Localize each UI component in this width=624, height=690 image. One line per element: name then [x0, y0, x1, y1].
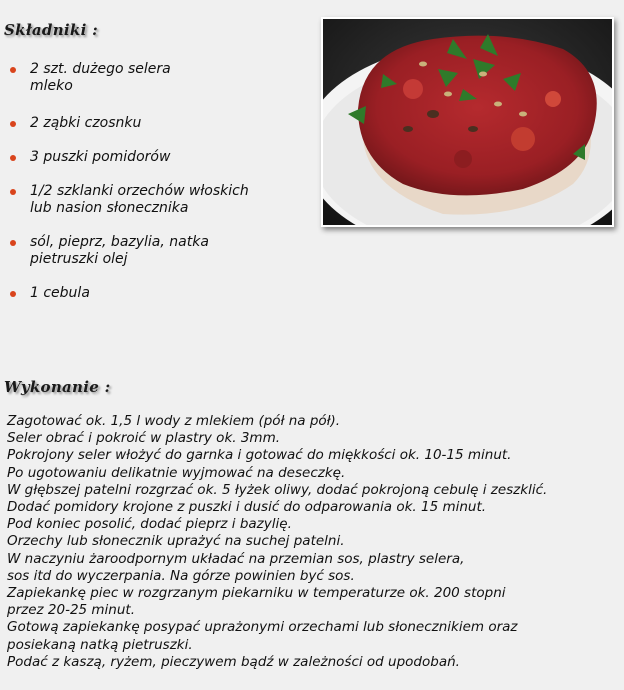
- dish-photo-illustration: [323, 19, 612, 225]
- ingredient-text: 2 ząbki czosnku: [30, 115, 142, 131]
- method-line: przez 20-25 minut.: [7, 602, 136, 619]
- ingredient-text: mleko: [30, 78, 73, 94]
- method-line: Po ugotowaniu delikatnie wyjmować na deseczkę.: [7, 464, 346, 481]
- ingredient-text: 1 cebula: [30, 285, 90, 301]
- bullet-icon: [10, 121, 16, 127]
- method-line: sos itd do wyczerpania. Na górze powinien być sos.: [7, 567, 355, 584]
- method-heading: Wykonanie :: [4, 378, 111, 396]
- ingredient-text: 3 puszki pomidorów: [30, 149, 171, 165]
- method-line: Seler obrać i pokroić w plastry ok. 3mm.: [7, 430, 281, 447]
- method-line: W naczyniu żaroodpornym układać na przemian sos, plastry selera,: [7, 550, 465, 567]
- ingredient-item: [8, 115, 308, 132]
- ingredient-item: [8, 285, 308, 302]
- method-line: Zapiekankę piec w rozgrzanym piekarniku w temperaturze ok. 200 stopni: [7, 585, 506, 602]
- method-line: W głębszej patelni rozgrzać ok. 5 łyżek oliwy, dodać pokrojoną cebulę i zeszklić.: [7, 481, 548, 498]
- method-line: posiekaną natką pietruszki.: [7, 636, 193, 653]
- bullet-icon: [10, 291, 16, 297]
- bullet-icon: [10, 189, 16, 195]
- method-line: Pokrojony seler włożyć do garnka i gotować do miękkości ok. 10-15 minut.: [7, 447, 512, 464]
- ingredient-text: 2 szt. dużego selera: [30, 61, 171, 77]
- ingredient-item: [8, 149, 308, 166]
- bullet-icon: [10, 155, 16, 161]
- ingredients-list: [8, 61, 308, 302]
- ingredient-item: [8, 234, 308, 268]
- dish-photo: [321, 17, 614, 227]
- ingredient-text: sól, pieprz, bazylia, natka: [30, 234, 209, 250]
- ingredients-heading: Składniki :: [4, 21, 98, 39]
- bullet-icon: [10, 240, 16, 246]
- method-line: Pod koniec posolić, dodać pieprz i bazylię.: [7, 516, 292, 533]
- ingredient-text: lub nasion słonecznika: [30, 200, 189, 216]
- ingredient-item: [8, 183, 308, 217]
- method-line: Gotową zapiekankę posypać uprażonymi orzechami lub słonecznikiem oraz: [7, 619, 518, 636]
- bullet-icon: [10, 67, 16, 73]
- ingredient-text: pietruszki olej: [30, 251, 128, 267]
- method-line: Podać z kaszą, ryżem, pieczywem bądź w zależności od upodobań.: [7, 653, 460, 670]
- method-steps: [7, 413, 619, 671]
- ingredient-item: [8, 61, 308, 95]
- method-line: Orzechy lub słonecznik uprażyć na suchej patelni.: [7, 533, 345, 550]
- ingredient-text: 1/2 szklanki orzechów włoskich: [30, 183, 249, 199]
- method-line: Dodać pomidory krojone z puszki i dusić do odparowania ok. 15 minut.: [7, 499, 487, 516]
- method-line: Zagotować ok. 1,5 l wody z mlekiem (pół na pół).: [7, 413, 341, 429]
